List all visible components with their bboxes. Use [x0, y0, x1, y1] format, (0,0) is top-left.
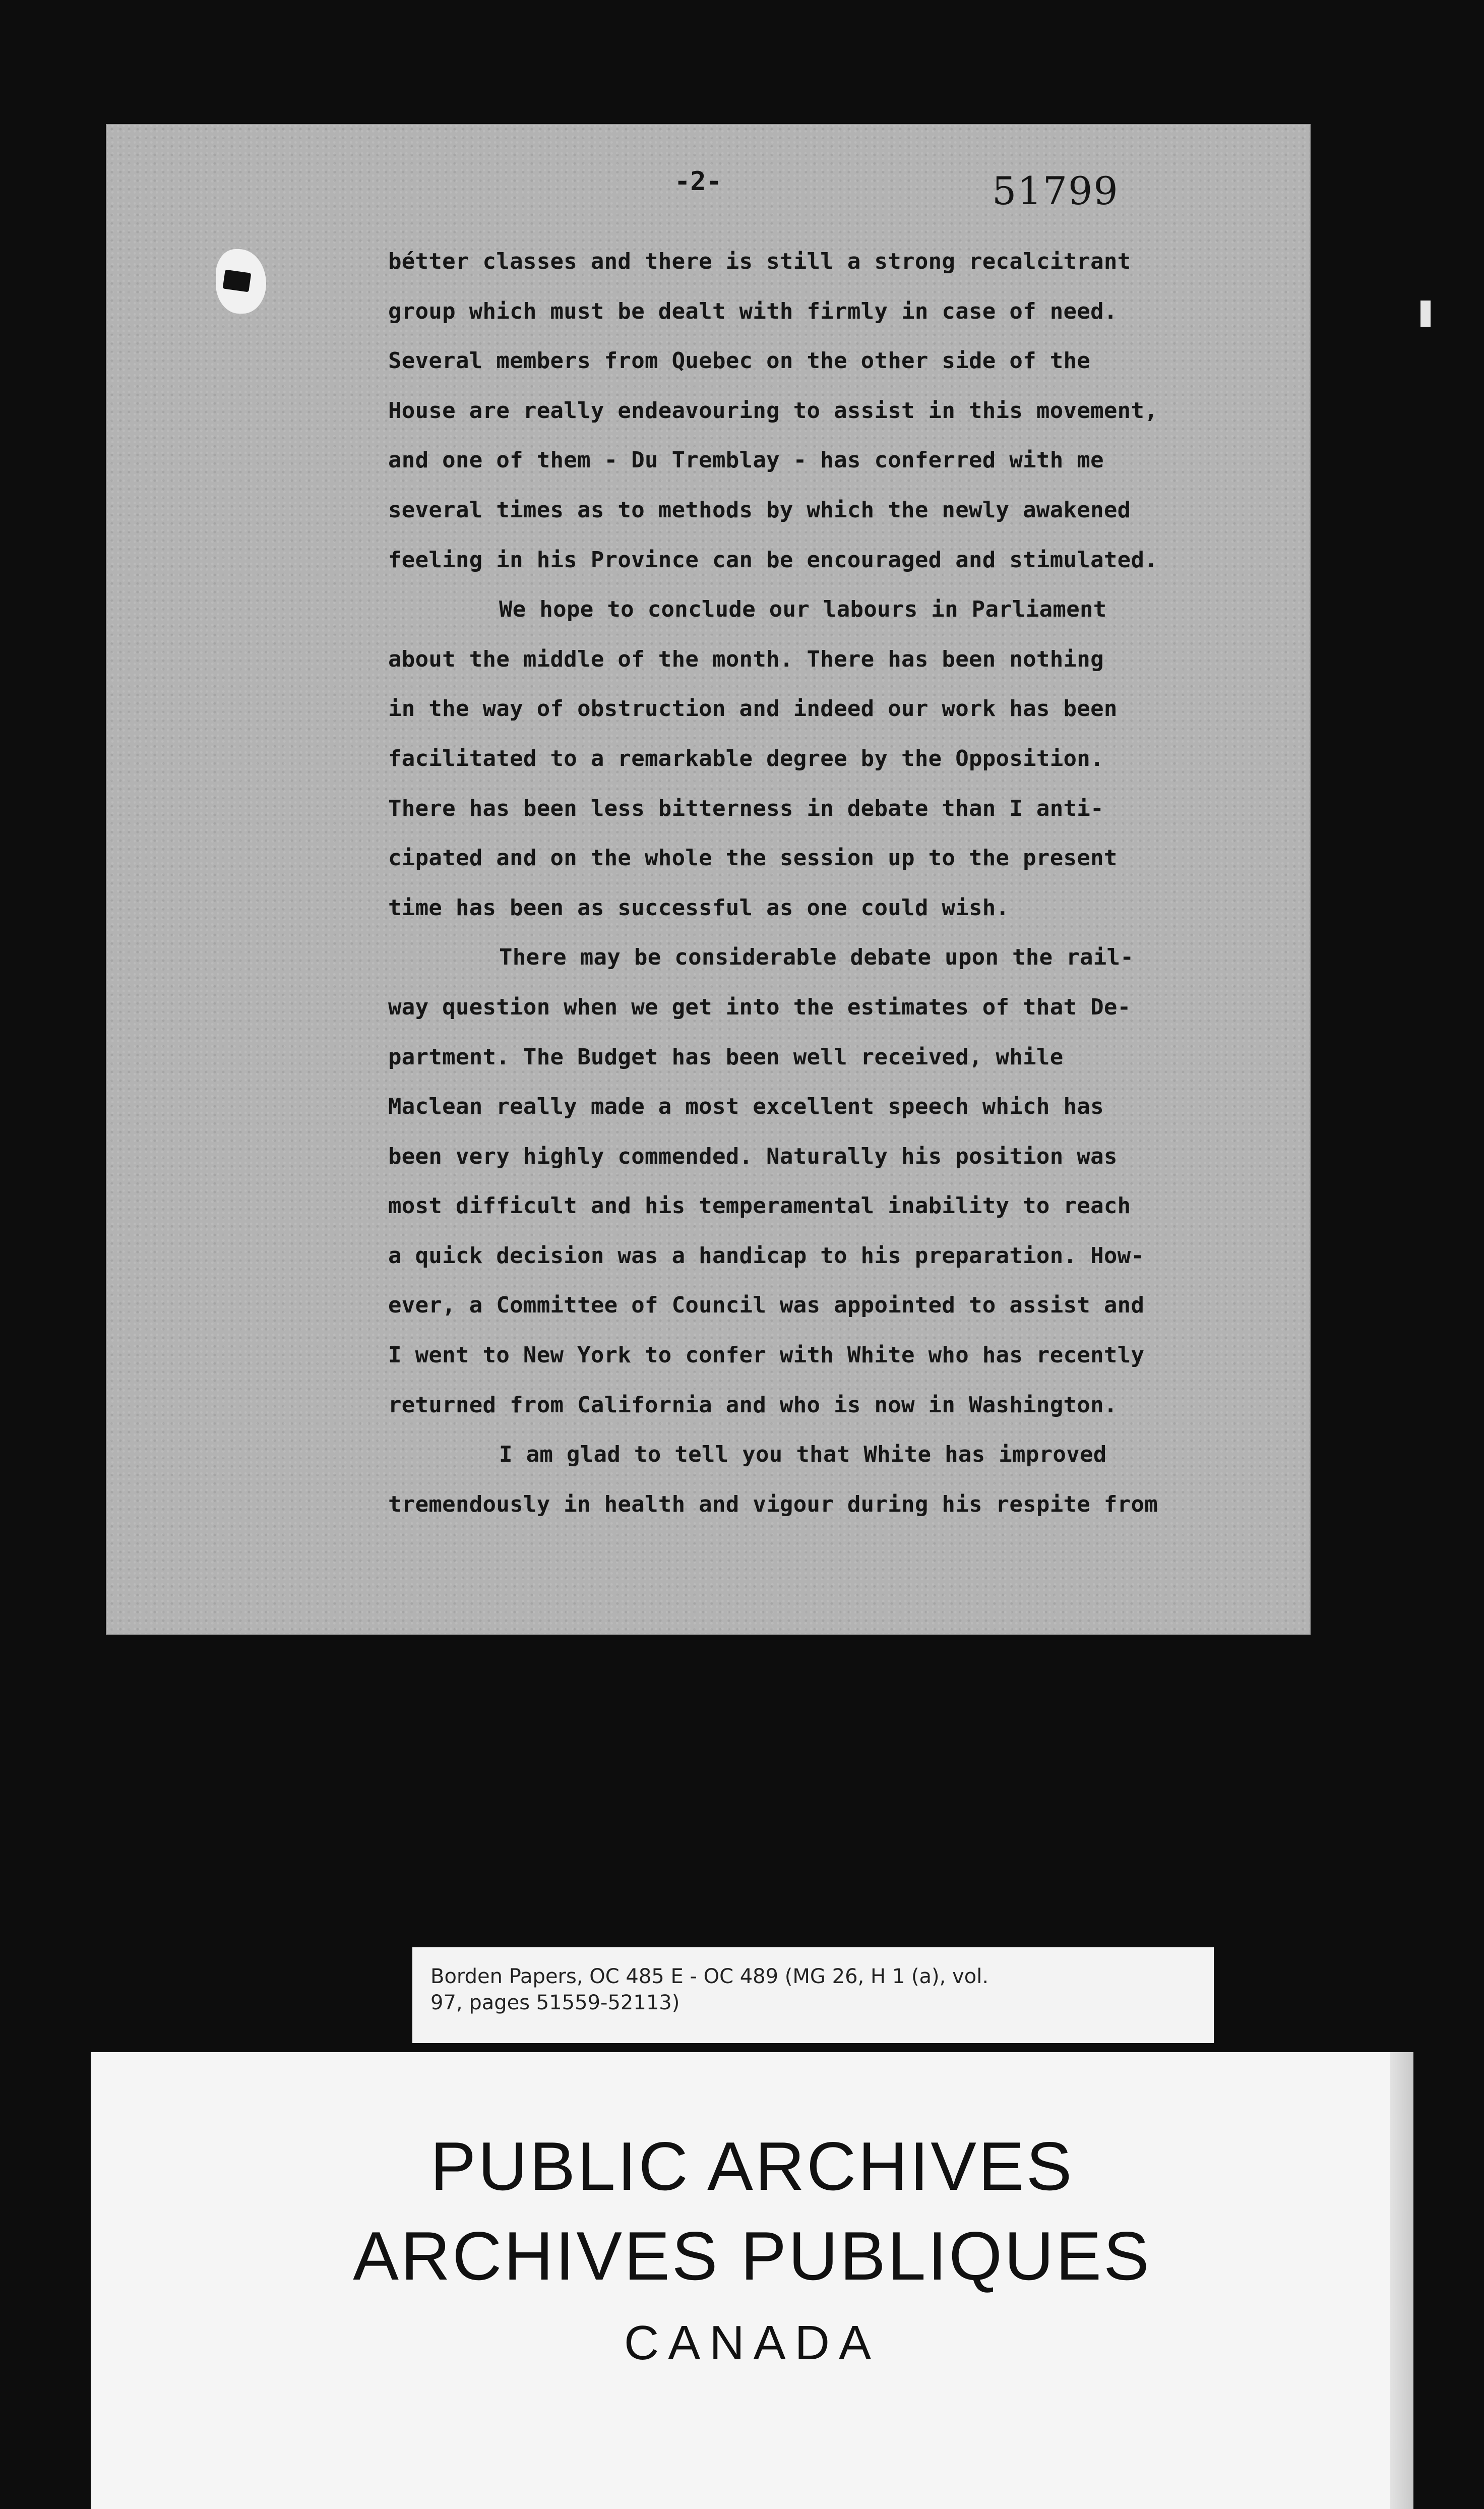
text-line: group which must be dealt with firmly in case of need.	[388, 298, 1118, 324]
text-line: ever, a Committee of Council was appointed to assist and	[388, 1292, 1145, 1319]
text-line: most difficult and his temperamental inability to reach	[388, 1193, 1131, 1219]
text-line: returned from California and who is now in Washington.	[388, 1392, 1118, 1418]
text-line: House are really endeavouring to assist in this movement,	[388, 397, 1158, 424]
reference-line: 97, pages 51559-52113)	[430, 1991, 680, 2014]
text-line: in the way of obstruction and indeed our work has been	[388, 696, 1118, 722]
text-line: been very highly commended. Naturally his position was	[388, 1143, 1118, 1169]
text-line: There may be considerable debate upon the rail-	[499, 944, 1134, 971]
text-line: time has been as successful as one could wish.	[388, 894, 1010, 921]
text-line: and one of them - Du Tremblay - has conferred with me	[388, 447, 1104, 473]
document-number: 51799	[992, 168, 1119, 213]
text-line: way question when we get into the estimates of that De-	[388, 994, 1131, 1020]
punch-hole-shadow	[223, 270, 252, 292]
archive-stamp-card	[91, 2052, 1413, 2509]
text-line: I am glad to tell you that White has improved	[499, 1442, 1107, 1468]
text-line: Several members from Quebec on the other side of the	[388, 348, 1091, 374]
reference-label	[412, 1947, 1214, 2043]
film-edge-mark	[1420, 301, 1431, 327]
letter-body	[388, 237, 1265, 1529]
archive-title-french: ARCHIVES PUBLIQUES	[353, 2218, 1151, 2294]
archive-title-english: PUBLIC ARCHIVES	[430, 2128, 1074, 2204]
text-line: bétter classes and there is still a strong recalcitrant	[388, 249, 1131, 274]
text-line: tremendously in health and vigour during his respite from	[388, 1491, 1158, 1517]
page-number: -2-	[674, 166, 722, 197]
text-line: facilitated to a remarkable degree by the Opposition.	[388, 745, 1104, 771]
text-line: cipated and on the whole the session up to the present	[388, 845, 1118, 871]
text-line: several times as to methods by which the newly awakened	[388, 497, 1131, 523]
text-line: feeling in his Province can be encouraged and stimulated.	[388, 547, 1158, 573]
text-line: We hope to conclude our labours in Parliament	[499, 596, 1107, 623]
text-line: a quick decision was a handicap to his preparation. How-	[388, 1242, 1145, 1269]
text-line: partment. The Budget has been well received, while	[388, 1044, 1064, 1070]
text-line: Maclean really made a most excellent speech which has	[388, 1094, 1104, 1120]
archive-country: CANADA	[624, 2316, 881, 2370]
text-line: about the middle of the month. There has been nothing	[388, 646, 1104, 672]
reference-line: Borden Papers, OC 485 E - OC 489 (MG 26, H 1 (a), vol.	[430, 1965, 989, 1988]
text-line: There has been less bitterness in debate than I anti-	[388, 795, 1104, 821]
text-line: I went to New York to confer with White who has recently	[388, 1342, 1145, 1368]
